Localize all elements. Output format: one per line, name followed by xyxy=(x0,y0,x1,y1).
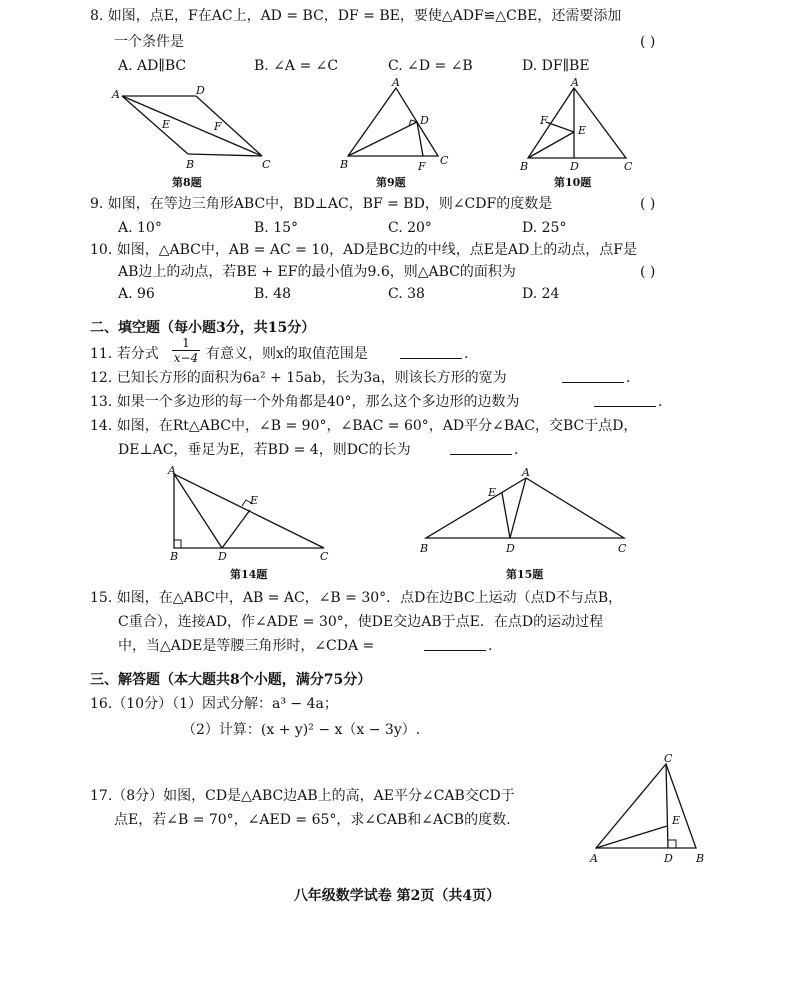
f15-label-c: C xyxy=(618,542,627,555)
q8-stem-line2: 一个条件是 xyxy=(114,34,184,50)
caption-q10: 第10题 xyxy=(554,176,592,189)
figure-q9 xyxy=(338,78,458,174)
f10-label-a: A xyxy=(571,76,579,89)
q11-numerator: 1 xyxy=(172,336,200,351)
f14-label-b: B xyxy=(170,550,179,563)
f8-label-a: A xyxy=(112,88,120,101)
q14-end: . xyxy=(514,442,519,458)
q10-stem-line1: 10. 如图，△ABC中，AB = AC = 10，AD是BC边的中线，点E是AD上的动点，点F是 xyxy=(90,242,638,258)
q15-end: . xyxy=(488,638,493,654)
q12-end: . xyxy=(626,370,631,386)
q9-option-b: B. 15° xyxy=(254,220,299,236)
f17-label-d: D xyxy=(664,852,673,865)
f15-label-e: E xyxy=(488,486,497,499)
section-3-heading: 三、解答题（本大题共8个小题，满分75分） xyxy=(90,672,372,688)
q12-answer-blank[interactable] xyxy=(562,382,624,383)
f15-label-b: B xyxy=(420,542,429,555)
q8-option-c: C. ∠D = ∠B xyxy=(388,58,473,74)
q8-stem-line1: 8. 如图，点E，F在AC上，AD = BC，DF = BE，要使△ADF≌△CBE，还需要添加 xyxy=(90,8,622,24)
f14-label-d: D xyxy=(218,550,227,563)
q11-denominator: x−4 xyxy=(173,351,199,365)
f10-label-d: D xyxy=(570,160,579,173)
q16-part1: 16.（10分）（1）因式分解：a³ − 4a； xyxy=(90,696,338,712)
q10-stem-line2: AB边上的动点，若BE + EF的最小值为9.6，则△ABC的面积为 xyxy=(118,264,516,280)
q9-option-a: A. 10° xyxy=(118,220,162,236)
f9-label-d: D xyxy=(420,114,429,127)
f17-label-c: C xyxy=(664,752,673,765)
f9-label-a: A xyxy=(392,76,400,89)
figure-q10 xyxy=(516,78,640,174)
section-2-heading: 二、填空题（每小题3分，共15分） xyxy=(90,320,316,336)
f8-label-d: D xyxy=(196,84,205,97)
q10-option-a: A. 96 xyxy=(118,286,155,302)
q9-stem: 9. 如图，在等边三角形ABC中，BD⊥AC，BF = BD，则∠CDF的度数是 xyxy=(90,196,553,212)
caption-q15: 第15题 xyxy=(506,568,544,581)
f14-label-a: A xyxy=(168,464,176,477)
q16-part2: （2）计算：(x + y)² − x（x − 3y）. xyxy=(182,722,421,738)
q9-option-d: D. 25° xyxy=(522,220,567,236)
q11-answer-blank[interactable] xyxy=(400,358,462,359)
q10-answer-paren: ( ) xyxy=(640,264,656,280)
f17-label-a: A xyxy=(590,852,598,865)
q17-stem-line1: 17.（8分）如图，CD是△ABC边AB上的高，AE平分∠CAB交CD于 xyxy=(90,788,515,804)
q10-option-b: B. 48 xyxy=(254,286,292,302)
q11-fraction xyxy=(172,336,200,365)
figure-q8 xyxy=(110,82,290,174)
figure-q17 xyxy=(588,752,718,868)
q17-stem-line2: 点E，若∠B = 70°，∠AED = 65°，求∠CAB和∠ACB的度数. xyxy=(114,812,511,828)
q15-stem-line2: C重合），连接AD，作∠ADE = 30°，使DE交边AB于点E．在点D的运动过程 xyxy=(118,614,604,630)
f17-label-e: E xyxy=(672,814,681,827)
f9-label-c: C xyxy=(440,154,449,167)
figure-q14 xyxy=(166,464,346,564)
f8-label-c: C xyxy=(262,158,271,171)
q15-stem-line1: 15. 如图，在△ABC中，AB = AC，∠B = 30°．点D在边BC上运动（点D不与点B， xyxy=(90,590,623,606)
f17-label-b: B xyxy=(696,852,705,865)
figure-q15 xyxy=(418,468,638,558)
f15-label-a: A xyxy=(522,466,530,479)
f8-label-e: E xyxy=(162,118,171,131)
f10-label-f: F xyxy=(540,114,548,127)
f14-label-c: C xyxy=(320,550,329,563)
q14-answer-blank[interactable] xyxy=(450,454,512,455)
q14-stem-line1: 14. 如图，在Rt△ABC中，∠B = 90°，∠BAC = 60°，AD平分∠BAC，交BC于点D， xyxy=(90,418,638,434)
q9-answer-paren: ( ) xyxy=(640,196,656,212)
q8-option-a: A. AD∥BC xyxy=(118,58,187,74)
q14-stem-line2: DE⊥AC，垂足为E，若BD = 4，则DC的长为 xyxy=(118,442,411,458)
f10-label-e: E xyxy=(578,124,587,137)
q9-option-c: C. 20° xyxy=(388,220,432,236)
f8-label-b: B xyxy=(186,158,195,171)
q15-stem-line3: 中，当△ADE是等腰三角形时，∠CDA = xyxy=(118,638,375,654)
f9-label-b: B xyxy=(340,158,349,171)
q8-option-d: D. DF∥BE xyxy=(522,58,590,74)
q12-stem: 12. 已知长方形的面积为6a² + 15ab，长为3a，则该长方形的宽为 xyxy=(90,370,507,386)
q13-stem: 13. 如果一个多边形的每一个外角都是40°，那么这个多边形的边数为 xyxy=(90,394,520,410)
q13-end: . xyxy=(658,394,663,410)
caption-q14: 第14题 xyxy=(230,568,268,581)
f15-label-d: D xyxy=(506,542,515,555)
q11-pre: 11. 若分式 xyxy=(90,346,159,362)
q11-post: 有意义，则x的取值范围是 xyxy=(206,346,368,362)
q13-answer-blank[interactable] xyxy=(594,406,656,407)
f8-label-f: F xyxy=(214,120,222,133)
caption-q8: 第8题 xyxy=(172,176,202,189)
page-footer: 八年级数学试卷 第2页（共4页） xyxy=(293,888,501,904)
q11-end: . xyxy=(464,346,469,362)
q8-answer-paren: ( ) xyxy=(640,34,656,50)
q10-option-c: C. 38 xyxy=(388,286,425,302)
caption-q9: 第9题 xyxy=(376,176,406,189)
f14-label-e: E xyxy=(250,494,259,507)
f9-label-f: F xyxy=(418,160,426,173)
q15-answer-blank[interactable] xyxy=(424,650,486,651)
f10-label-c: C xyxy=(624,160,633,173)
f10-label-b: B xyxy=(520,160,529,173)
q10-option-d: D. 24 xyxy=(522,286,560,302)
q8-option-b: B. ∠A = ∠C xyxy=(254,58,339,74)
